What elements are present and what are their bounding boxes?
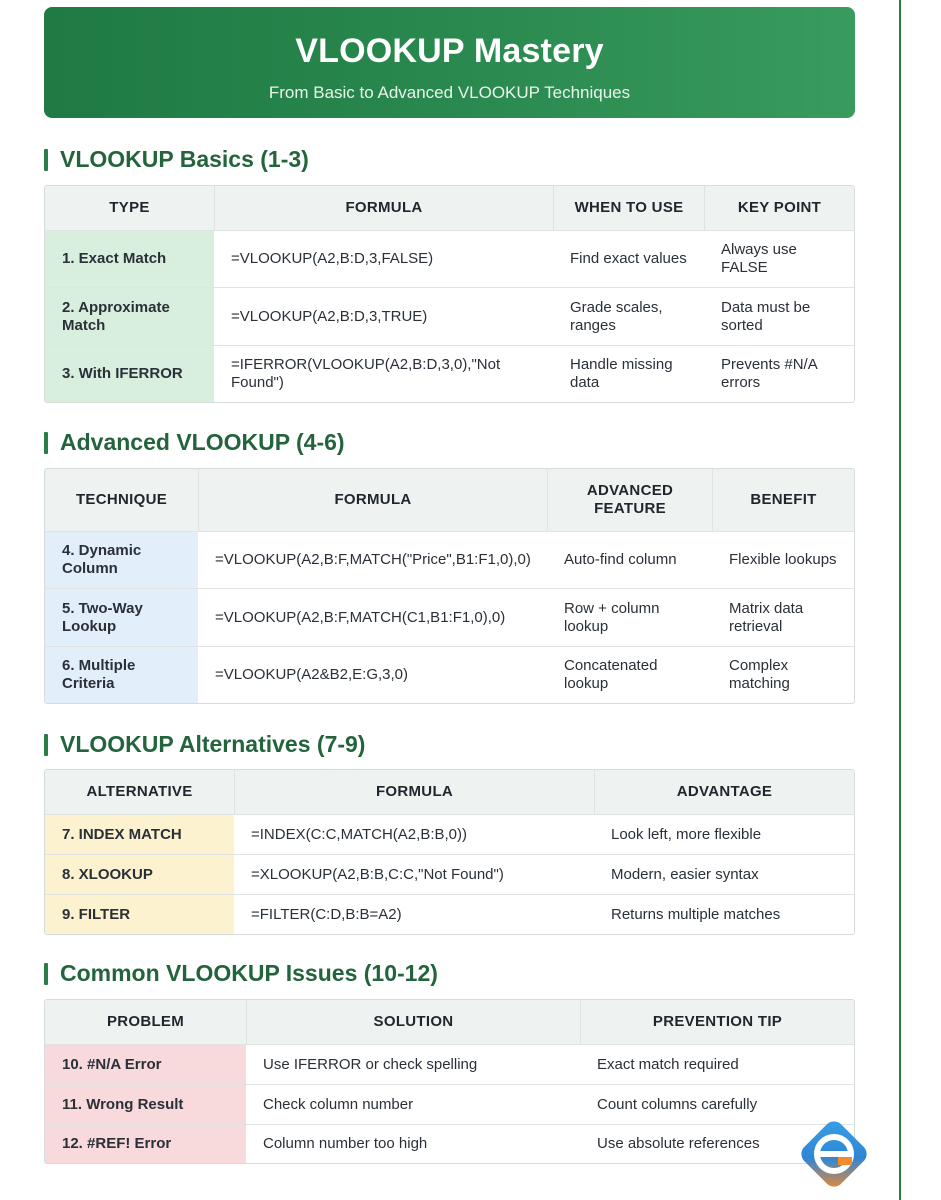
column-header: FORMULA (234, 770, 594, 814)
feature-cell: Auto-find column (564, 551, 677, 568)
formula-cell: =FILTER(C:D,B:B=A2) (251, 905, 402, 923)
table-row (45, 588, 854, 646)
section-accent-bar (44, 963, 48, 985)
advanced-table (44, 468, 855, 704)
formula-cell: =IFERROR(VLOOKUP(A2,B:D,3,0),"Not Found") (231, 356, 501, 391)
formula-cell: =VLOOKUP(A2,B:F,MATCH("Price",B1:F1,0),0) (215, 551, 531, 568)
table-row (45, 345, 854, 402)
table-row (45, 287, 854, 345)
formula-cell: =VLOOKUP(A2,B:D,3,FALSE) (231, 250, 434, 267)
table-row (45, 894, 854, 934)
prevention-tip-cell: Use absolute references (597, 1135, 760, 1152)
technique-cell: 4. Dynamic Column (45, 532, 198, 588)
problem-cell: 12. #REF! Error (45, 1125, 246, 1163)
type-cell: 2. Approximate Match (45, 288, 214, 345)
formula-cell: =XLOOKUP(A2,B:B,C:C,"Not Found") (251, 865, 504, 883)
alternative-cell: 8. XLOOKUP (45, 855, 234, 894)
feature-cell: Row + column lookup (564, 599, 660, 635)
column-header: FORMULA (198, 469, 547, 531)
when-to-use-cell: Grade scales, ranges (570, 298, 663, 334)
formula-cell: =VLOOKUP(A2,B:F,MATCH(C1,B1:F1,0),0) (215, 608, 506, 626)
advantage-cell: Returns multiple matches (611, 905, 781, 923)
column-header: ADVANTAGE (594, 770, 854, 814)
page-subtitle: From Basic to Advanced VLOOKUP Techniques (268, 83, 631, 102)
column-header: BENEFIT (712, 469, 854, 531)
advantage-cell: Modern, easier syntax (611, 865, 759, 883)
alternative-cell: 7. INDEX MATCH (45, 815, 234, 854)
e-logo-icon (792, 1112, 876, 1196)
benefit-cell: Matrix data retrieval (729, 599, 804, 635)
table-row (45, 1124, 854, 1163)
table-row (45, 230, 854, 287)
solution-cell: Check column number (263, 1095, 414, 1113)
section-title-issues (44, 960, 438, 987)
section-title-text: Advanced VLOOKUP (4-6) (60, 429, 345, 455)
column-header: FORMULA (214, 186, 553, 230)
column-header: PROBLEM (106, 1013, 185, 1030)
solution-cell: Column number too high (263, 1135, 428, 1152)
table-header-row (45, 1000, 854, 1044)
page-title: VLOOKUP Mastery (295, 32, 604, 70)
section-accent-bar (44, 734, 48, 756)
table-row (45, 646, 854, 703)
issues-table (44, 999, 855, 1164)
basics-table (44, 185, 855, 403)
advantage-cell: Look left, more flexible (611, 825, 762, 843)
column-header: ADVANCED FEATURE (547, 469, 712, 531)
key-point-cell: Always use FALSE (721, 241, 797, 276)
table-row (45, 1044, 854, 1084)
section-title-advanced (44, 429, 345, 456)
problem-cell: 11. Wrong Result (45, 1085, 246, 1124)
when-to-use-cell: Handle missing data (570, 356, 673, 391)
prevention-tip-cell: Count columns carefully (597, 1095, 758, 1113)
column-header: TYPE (109, 199, 150, 216)
solution-cell: Use IFERROR or check spelling (263, 1055, 478, 1073)
table-header-row (45, 770, 854, 814)
when-to-use-cell: Find exact values (570, 250, 687, 267)
section-title-text: VLOOKUP Alternatives (7-9) (60, 731, 366, 757)
type-cell: 3. With IFERROR (45, 346, 214, 402)
section-accent-bar (44, 149, 48, 171)
column-header: ALTERNATIVE (86, 783, 193, 800)
section-title-alternatives (44, 731, 365, 758)
feature-cell: Concatenated lookup (564, 657, 658, 692)
benefit-cell: Flexible lookups (729, 551, 837, 568)
section-title-text: Common VLOOKUP Issues (10-12) (60, 960, 438, 986)
formula-cell: =INDEX(C:C,MATCH(A2,B:B,0)) (251, 825, 467, 843)
table-row (45, 814, 854, 854)
section-title-basics (44, 146, 309, 173)
key-point-cell: Data must be sorted (721, 298, 811, 334)
table-header-row (45, 469, 854, 531)
type-cell: 1. Exact Match (45, 231, 214, 287)
technique-cell: 6. Multiple Criteria (45, 647, 198, 703)
table-row (45, 854, 854, 894)
alternatives-table (44, 769, 855, 935)
formula-cell: =VLOOKUP(A2&B2,E:G,3,0) (215, 666, 409, 683)
alternative-cell: 9. FILTER (45, 895, 234, 934)
table-row (45, 531, 854, 588)
table-header-row (45, 186, 854, 230)
column-header: SOLUTION (246, 1000, 580, 1044)
problem-cell: 10. #N/A Error (45, 1045, 246, 1084)
column-header: WHEN TO USE (553, 186, 704, 230)
benefit-cell: Complex matching (729, 657, 790, 692)
column-header: PREVENTION TIP (580, 1000, 854, 1044)
section-accent-bar (44, 432, 48, 454)
prevention-tip-cell: Exact match required (597, 1055, 739, 1073)
column-header: KEY POINT (704, 186, 854, 230)
title-banner (44, 7, 855, 118)
table-row (45, 1084, 854, 1124)
key-point-cell: Prevents #N/A errors (721, 356, 817, 391)
column-header: TECHNIQUE (75, 491, 168, 508)
technique-cell: 5. Two-Way Lookup (45, 589, 198, 646)
formula-cell: =VLOOKUP(A2,B:D,3,TRUE) (231, 307, 428, 325)
section-title-text: VLOOKUP Basics (1-3) (60, 146, 309, 172)
page-border-rule (899, 0, 901, 1200)
